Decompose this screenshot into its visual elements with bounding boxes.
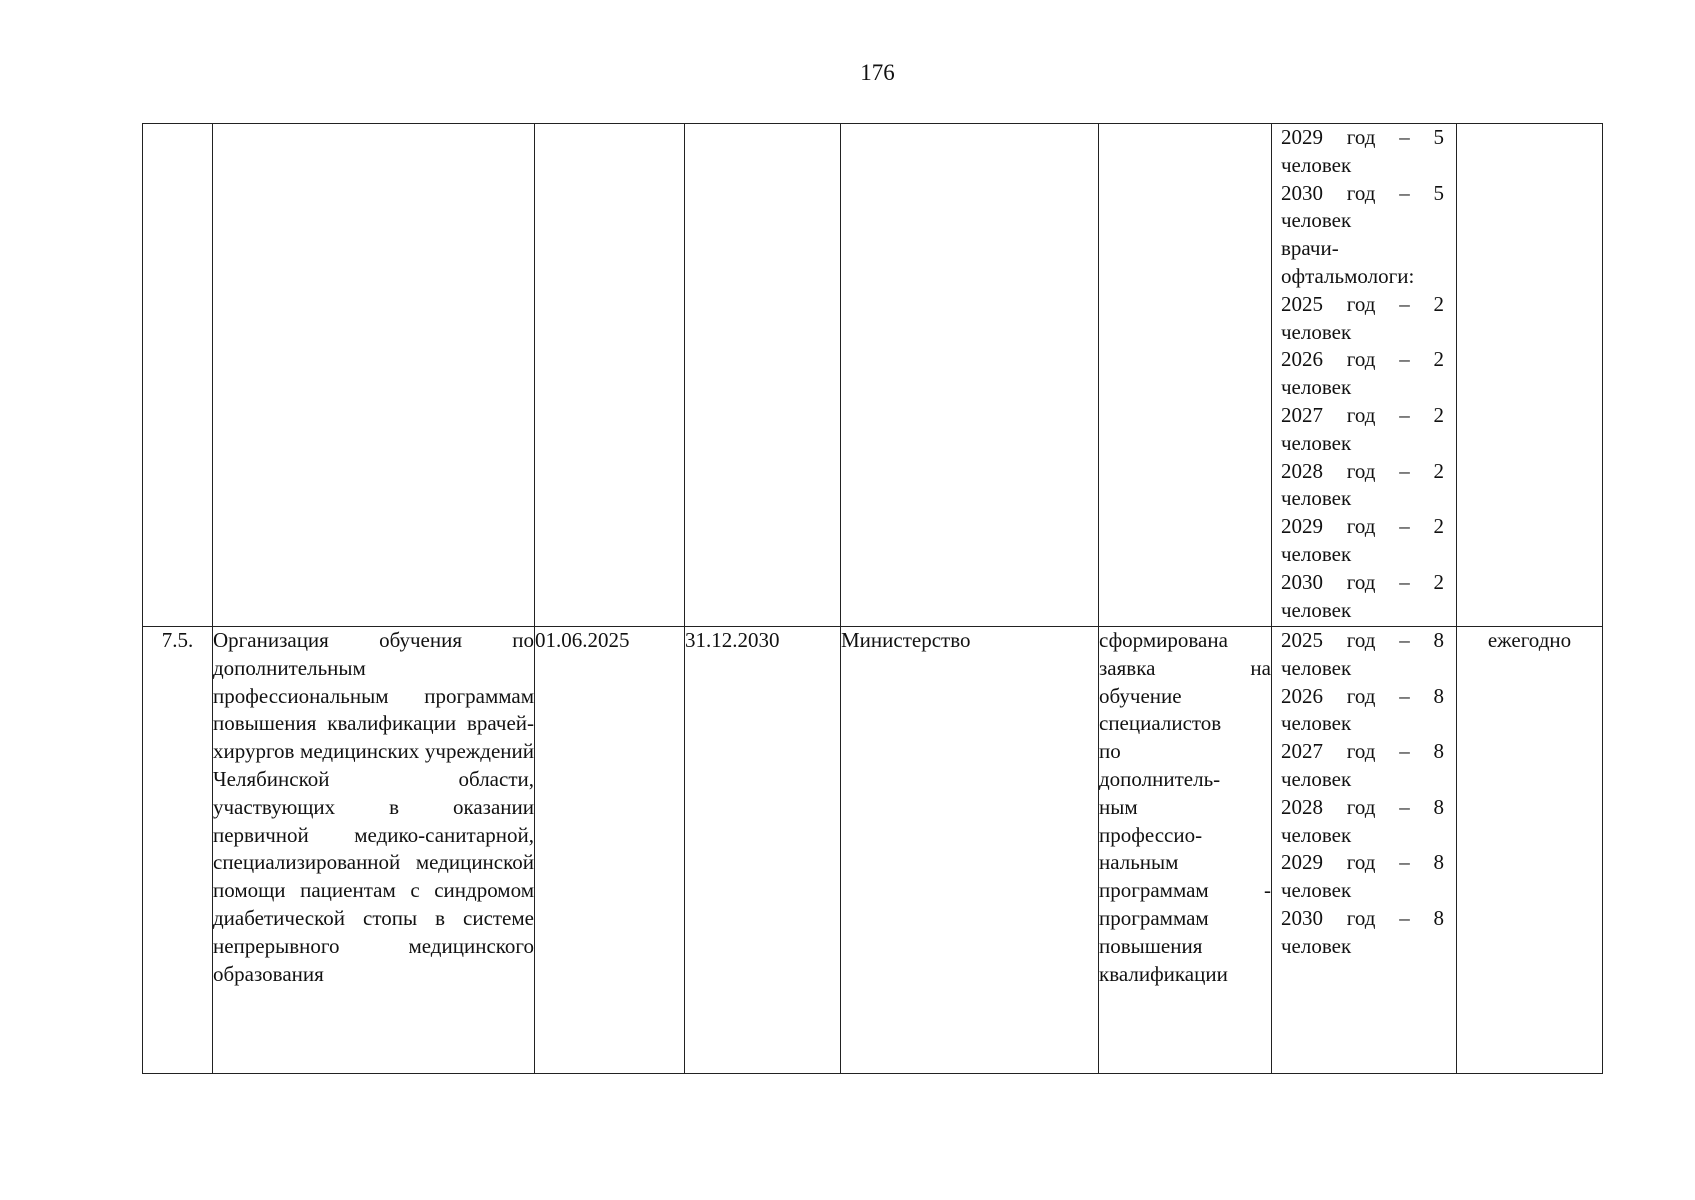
indicator-count: 2 [1433,514,1444,539]
result-line: обучение [1099,683,1182,708]
indicator-year: 2029 [1281,514,1323,539]
indicator-year-line [1281,124,1444,152]
cell-end-date: 31.12.2030 [685,627,841,1074]
result-line: дополнитель- [1099,766,1221,791]
indicator-unit: год [1346,569,1376,594]
indicator-year: 2028 [1281,458,1323,483]
indicator-year: 2028 [1281,794,1323,819]
indicator-dash: – [1399,850,1410,875]
indicator-year-line [1281,849,1444,877]
indicator-dash: – [1399,739,1410,764]
indicator-count: 2 [1433,458,1444,483]
indicator-unit: год [1346,402,1376,427]
cell-number [143,124,213,627]
indicator-list-a [1272,124,1456,235]
indicator-unit: год [1346,291,1376,316]
indicator-year-line [1281,569,1444,597]
indicator-year: 2026 [1281,347,1323,372]
indicator-unit: год [1346,458,1376,483]
indicator-count: 5 [1433,180,1444,205]
indicator-unit: год [1346,125,1376,149]
cell-indicator-values [1272,627,1457,1074]
indicator-year-line [1281,291,1444,319]
indicator-year: 2027 [1281,402,1323,427]
indicator-year-line [1281,905,1444,933]
result-line: ным [1099,794,1138,819]
indicator-unit-word: человек [1281,375,1352,400]
indicator-year-line [1281,513,1444,541]
indicator-year-line [1281,346,1444,374]
indicator-year: 2025 [1281,628,1323,652]
indicator-year: 2025 [1281,291,1323,316]
indicator-dash: – [1399,347,1410,372]
indicator-unit-word: человек [1281,933,1352,958]
plan-table [142,123,1603,1074]
indicator-year-line [1281,402,1444,430]
indicator-unit-word: человек [1281,822,1352,847]
indicator-unit: год [1346,683,1376,708]
indicator-count: 8 [1433,739,1444,764]
indicator-unit: год [1346,628,1376,652]
indicator-dash: – [1399,125,1410,149]
indicator-unit-word: человек [1281,711,1352,736]
cell-result [1099,627,1272,1074]
cell-responsible: Министерство [841,627,1099,1074]
indicator-unit: год [1346,180,1376,205]
cell-periodicity: ежегодно [1457,627,1603,1074]
indicator-count: 5 [1433,125,1444,149]
indicator-year-line [1281,627,1444,655]
page-number: 176 [860,60,895,85]
cell-start-date [535,124,685,627]
result-line: нальным [1099,850,1179,875]
indicator-count: 8 [1433,628,1444,652]
indicator-dash: – [1399,683,1410,708]
indicator-unit: год [1346,850,1376,875]
indicator-dash: – [1399,905,1410,930]
indicator-count: 8 [1433,683,1444,708]
indicator-dash: – [1399,402,1410,427]
indicator-unit-word: человек [1281,319,1352,344]
indicator-year-line [1281,458,1444,486]
indicator-unit: год [1346,739,1376,764]
result-line: профессио- [1099,822,1203,847]
indicator-year: 2027 [1281,739,1323,764]
indicator-unit-word: человек [1281,878,1352,903]
result-line: повышения [1099,933,1203,958]
indicator-year: 2030 [1281,569,1323,594]
result-line: программам [1099,905,1209,930]
indicator-year: 2029 [1281,125,1323,149]
indicator-count: 8 [1433,850,1444,875]
cell-indicator-values [1272,124,1457,627]
indicator-dash: – [1399,794,1410,819]
indicator-unit-word: человек [1281,486,1352,511]
indicator-unit-word: человек [1281,430,1352,455]
cell-description [213,124,535,627]
result-line: по [1099,739,1121,764]
cell-number: 7.5. [143,627,213,1074]
indicator-dash: – [1399,291,1410,316]
indicator-year-line [1281,794,1444,822]
cell-end-date [685,124,841,627]
indicator-unit-word: человек [1281,208,1352,233]
indicator-count: 2 [1433,347,1444,372]
indicator-unit-word: человек [1281,597,1352,622]
indicator-list [1272,627,1456,961]
indicator-dash: – [1399,180,1410,205]
indicator-year: 2029 [1281,850,1323,875]
indicator-year-line [1281,683,1444,711]
result-line: сформирована [1099,628,1228,652]
cell-responsible [841,124,1099,627]
indicator-unit-word: человек [1281,541,1352,566]
indicator-unit: год [1346,794,1376,819]
indicator-year-line [1281,738,1444,766]
indicator-unit: год [1346,347,1376,372]
indicator-unit-word: человек [1281,152,1352,177]
indicator-list-b [1272,291,1456,625]
indicator-dash: – [1399,514,1410,539]
result-line: специалистов [1099,711,1222,736]
indicator-year: 2026 [1281,683,1323,708]
cell-periodicity [1457,124,1603,627]
indicator-year: 2030 [1281,905,1323,930]
indicator-unit-word: человек [1281,655,1352,680]
indicator-year-line [1281,180,1444,208]
cell-result [1099,124,1272,627]
cell-start-date: 01.06.2025 [535,627,685,1074]
indicator-unit: год [1346,514,1376,539]
indicator-count: 2 [1433,402,1444,427]
result-line: заявка на [1099,655,1271,680]
indicator-dash: – [1399,628,1410,652]
indicator-count: 8 [1433,905,1444,930]
indicator-unit: год [1346,905,1376,930]
result-line: программам - [1099,878,1271,903]
indicator-dash: – [1399,569,1410,594]
indicator-count: 8 [1433,794,1444,819]
indicator-count: 2 [1433,291,1444,316]
indicator-unit-word: человек [1281,766,1352,791]
result-line: квалификации [1099,961,1228,986]
indicator-subheading: врачи- офтальмологи: [1281,236,1415,288]
table-row-continuation [143,124,1603,627]
indicator-dash: – [1399,458,1410,483]
indicator-year: 2030 [1281,180,1323,205]
cell-description: Организация обучения по дополнительным профессиональным программам повышения квалификации врачей-хирургов медицинских учреждений Челябинской области, участвующих в оказании первичной медико-санитарной, специализированной медицинской помощи пациентам с синдромом диабетической стопы в системе непрерывного медицинского образования [213,627,535,1074]
table-row-7-5 [143,627,1603,1074]
indicator-count: 2 [1433,569,1444,594]
